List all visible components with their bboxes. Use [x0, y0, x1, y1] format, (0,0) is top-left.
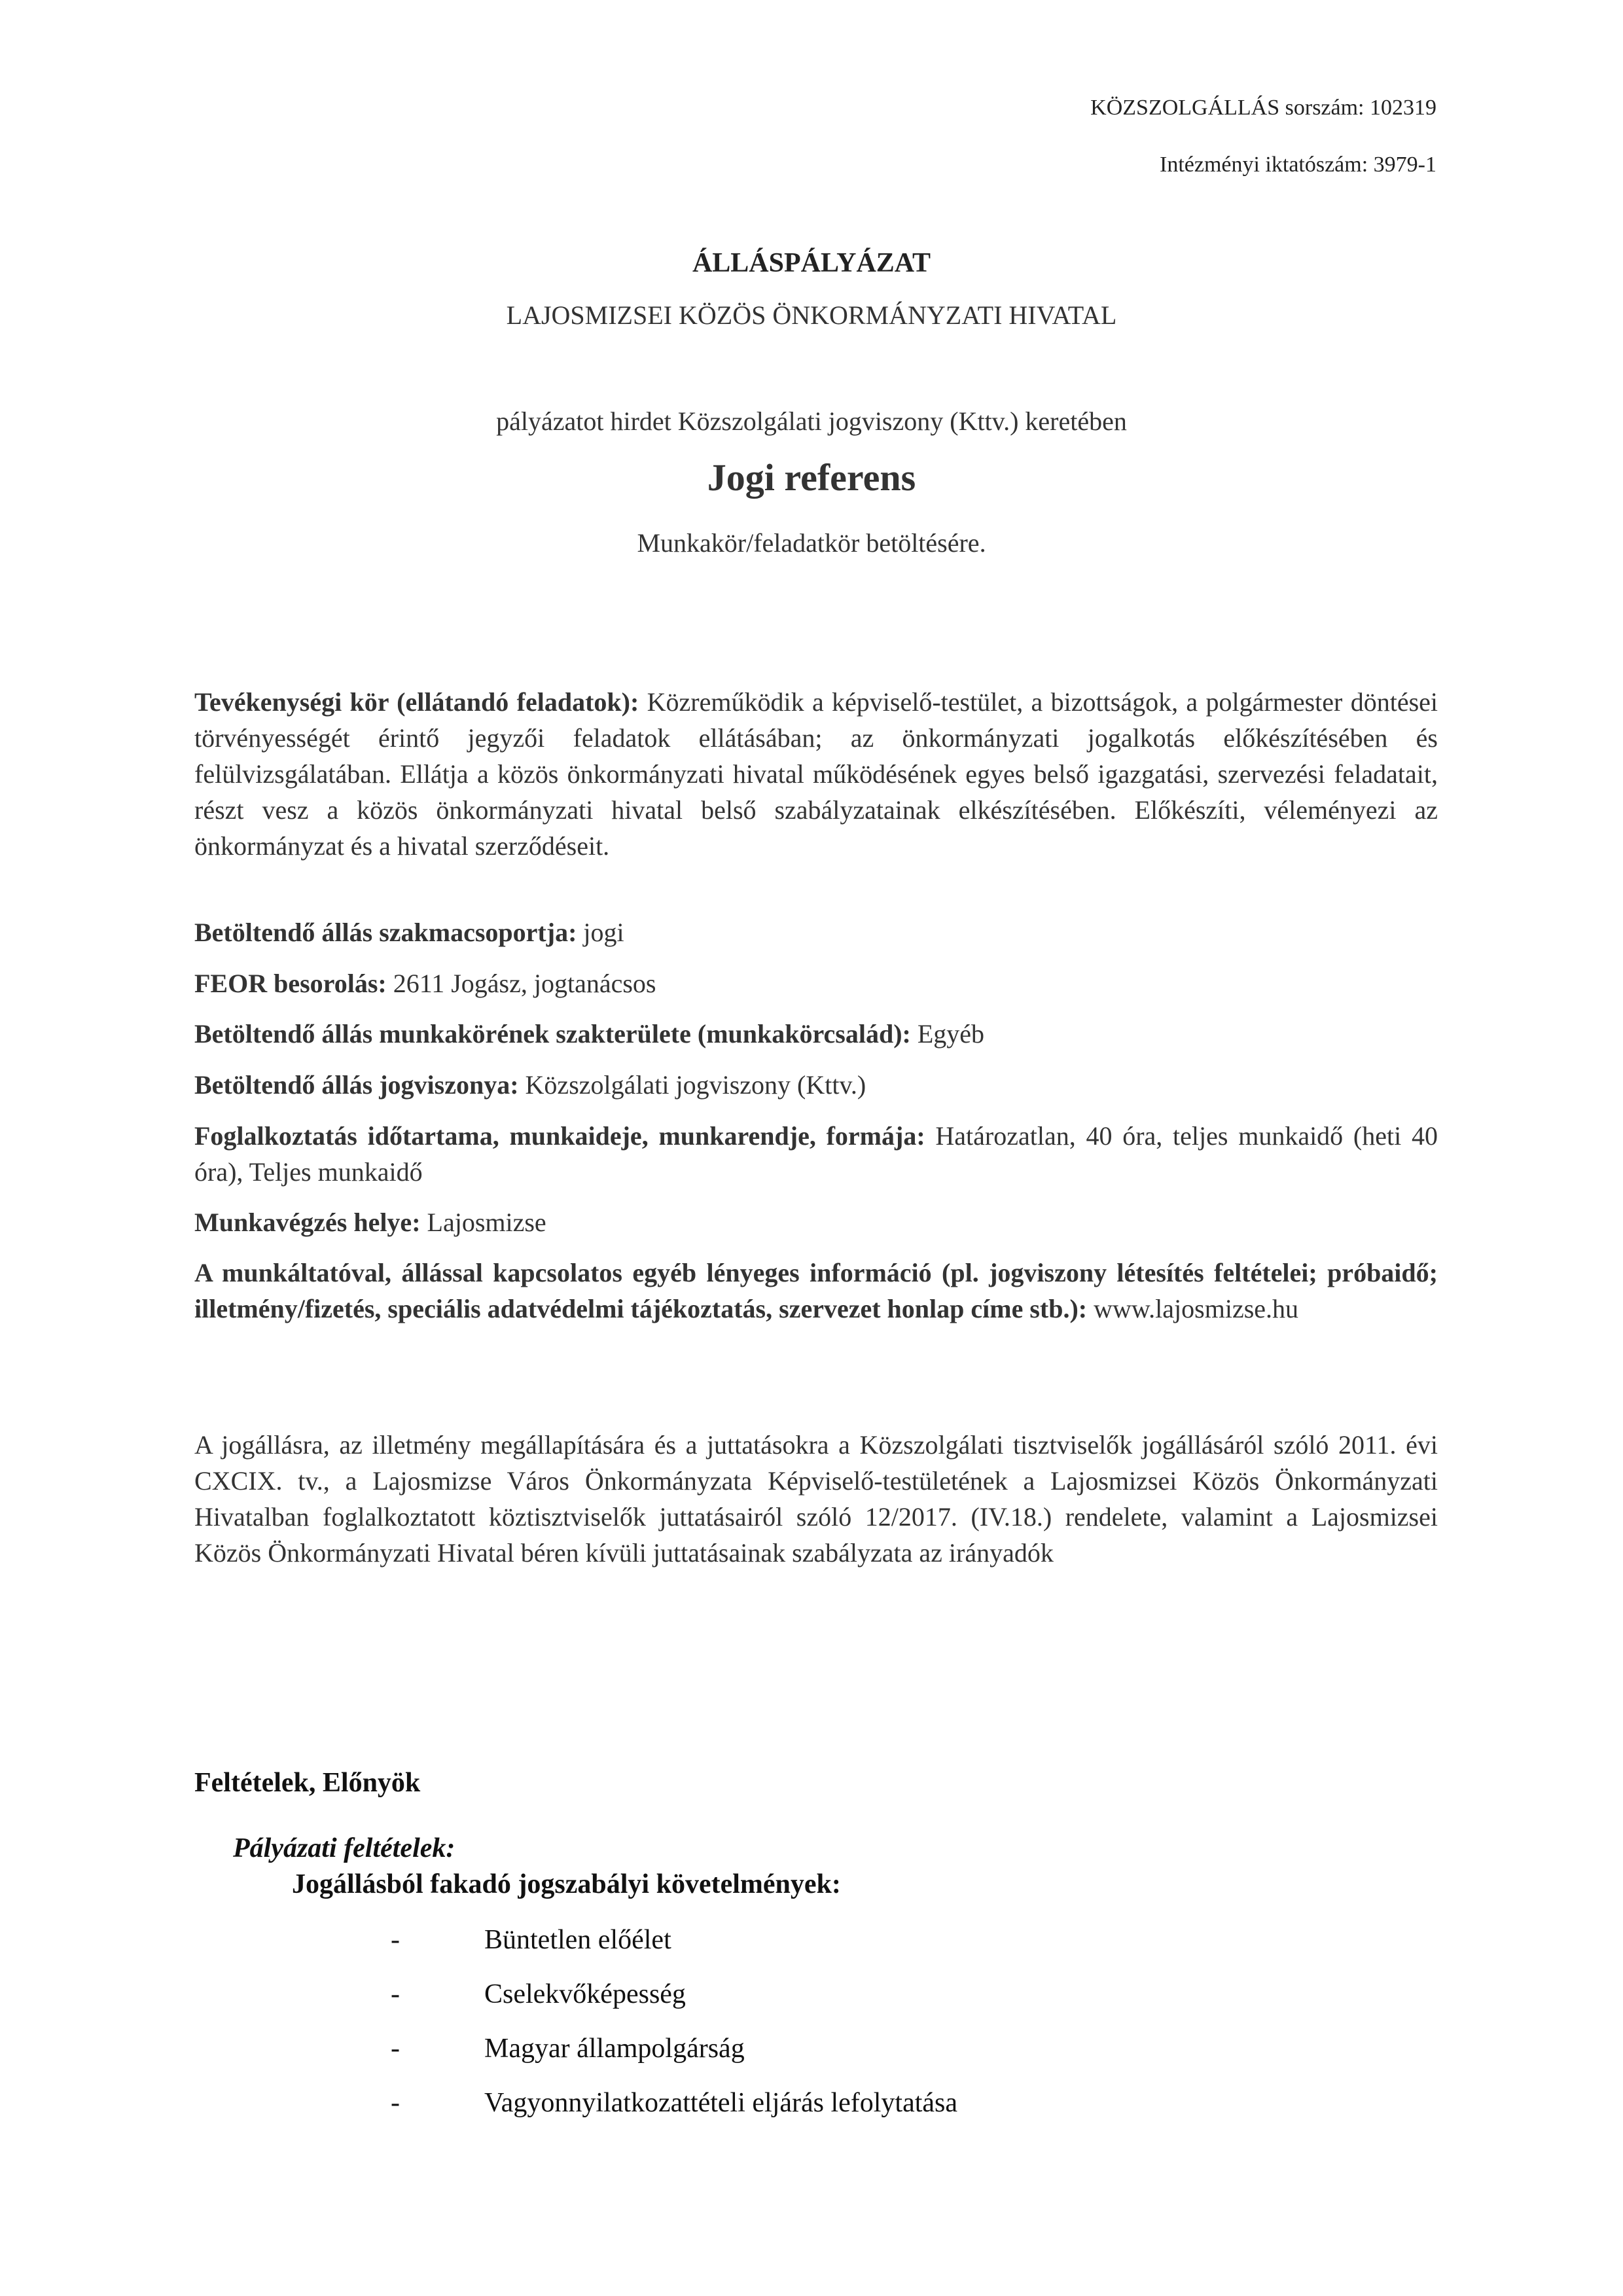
- conditions-section-title: Feltételek, Előnyök: [194, 1768, 421, 1798]
- field-label: Foglalkoztatás időtartama, munkaideje, munkarendje, formája:: [194, 1121, 925, 1151]
- field-value: 2611 Jogász, jogtanácsos: [386, 969, 656, 998]
- field-value: jogi: [577, 918, 624, 947]
- activity-label: Tevékenységi kör (ellátandó feladatok):: [194, 687, 639, 717]
- organization-name: LAJOSMIZSEI KÖZÖS ÖNKORMÁNYZATI HIVATAL: [506, 300, 1117, 330]
- field-value: Egyéb: [910, 1019, 985, 1049]
- position-subtitle: Munkakör/feladatkör betöltésére.: [637, 528, 986, 558]
- requirements-group-title: Jogállásból fakadó jogszabályi követelmények:: [292, 1869, 841, 1899]
- field-row: [194, 1016, 1438, 1052]
- announcement-line: pályázatot hirdet Közszolgálati jogviszony (Kttv.) keretében: [496, 406, 1127, 436]
- field-row: [194, 1204, 1438, 1240]
- website-link[interactable]: www.lajosmizse.hu: [1087, 1294, 1299, 1323]
- list-item: [0, 1979, 1623, 2018]
- field-value: Közszolgálati jogviszony (Kttv.): [518, 1070, 866, 1100]
- serial-number: KÖZSZOLGÁLLÁS sorszám: 102319: [1090, 96, 1436, 120]
- list-item-text: Büntetlen előélet: [484, 1925, 671, 1955]
- dash-bullet-icon: -: [391, 2088, 400, 2118]
- dash-bullet-icon: -: [391, 2034, 400, 2064]
- document-title: ÁLLÁSPÁLYÁZAT: [692, 248, 931, 278]
- field-value: Határozatlan, 40 óra, teljes munkaidő (heti 40 óra), Teljes munkaidő: [194, 1121, 1438, 1187]
- list-item: [0, 1924, 1623, 1964]
- dash-bullet-icon: -: [391, 1925, 400, 1955]
- legal-paragraph: A jogállásra, az illetmény megállapítására és a juttatásokra a Közszolgálati tisztviselők jogállásáról szóló 2011. évi CXCIX. tv., a Lajosmizse Város Önkormányzata Képviselő-testületének a Lajosmizsei Közös Önkormányzati Hivatalban foglalkoztatott köztisztviselők juttatásairól szóló 12/2017. (IV.18.) rendelete, valamint a Lajosmizsei Közös Önkormányzati Hivatal béren kívüli juttatásainak szabályzata az irányadók: [194, 1430, 1438, 1568]
- field-value: Lajosmizse: [420, 1208, 546, 1237]
- field-label: Betöltendő állás szakmacsoportja:: [194, 918, 577, 947]
- list-item-text: Cselekvőképesség: [484, 1979, 686, 2009]
- field-label: A munkáltatóval, állással kapcsolatos egyéb lényeges információ (pl. jogviszony létesítés feltételei; próbaidő; illetmény/fizetés, speciális adatvédelmi tájékoztatás, szervezet honlap címe stb.):: [194, 1258, 1438, 1323]
- field-label: Munkavégzés helye:: [194, 1208, 421, 1237]
- dash-bullet-icon: -: [391, 1979, 400, 2009]
- field-row: [194, 1118, 1438, 1190]
- field-row: [194, 1067, 1438, 1103]
- registry-number: Intézményi iktatószám: 3979-1: [1160, 152, 1436, 177]
- list-item: [0, 2087, 1623, 2126]
- conditions-subsection-title: Pályázati feltételek:: [233, 1833, 455, 1863]
- activity-text: Közreműködik a képviselő-testület, a bizottságok, a polgármester döntései törvényességét érintő jegyzői feladatok ellátásában; az önkormányzati jogalkotás előkészítésében és felülvizsgálatában. Ellátja a közös önkormányzati hivatal működésének egyes belső igazgatási, szervezési feladatait, részt vesz a közös önkormányzati hivatal belső szabályzatainak elkészítésében. Előkészíti, véleményezi az önkormányzat és a hivatal szerződéseit.: [194, 687, 1438, 861]
- field-row: [194, 914, 1438, 950]
- field-label: Betöltendő állás munkakörének szakterülete (munkakörcsalád):: [194, 1019, 911, 1049]
- field-row: [194, 1255, 1438, 1327]
- list-item: [0, 2033, 1623, 2072]
- activity-section: [194, 684, 1438, 864]
- position-title: Jogi referens: [707, 456, 916, 499]
- field-label: Betöltendő állás jogviszonya:: [194, 1070, 519, 1100]
- field-label: FEOR besorolás:: [194, 969, 387, 998]
- list-item-text: Magyar állampolgárság: [484, 2034, 745, 2064]
- field-row: [194, 965, 1438, 1001]
- list-item-text: Vagyonnyilatkozattételi eljárás lefolytatása: [484, 2088, 958, 2118]
